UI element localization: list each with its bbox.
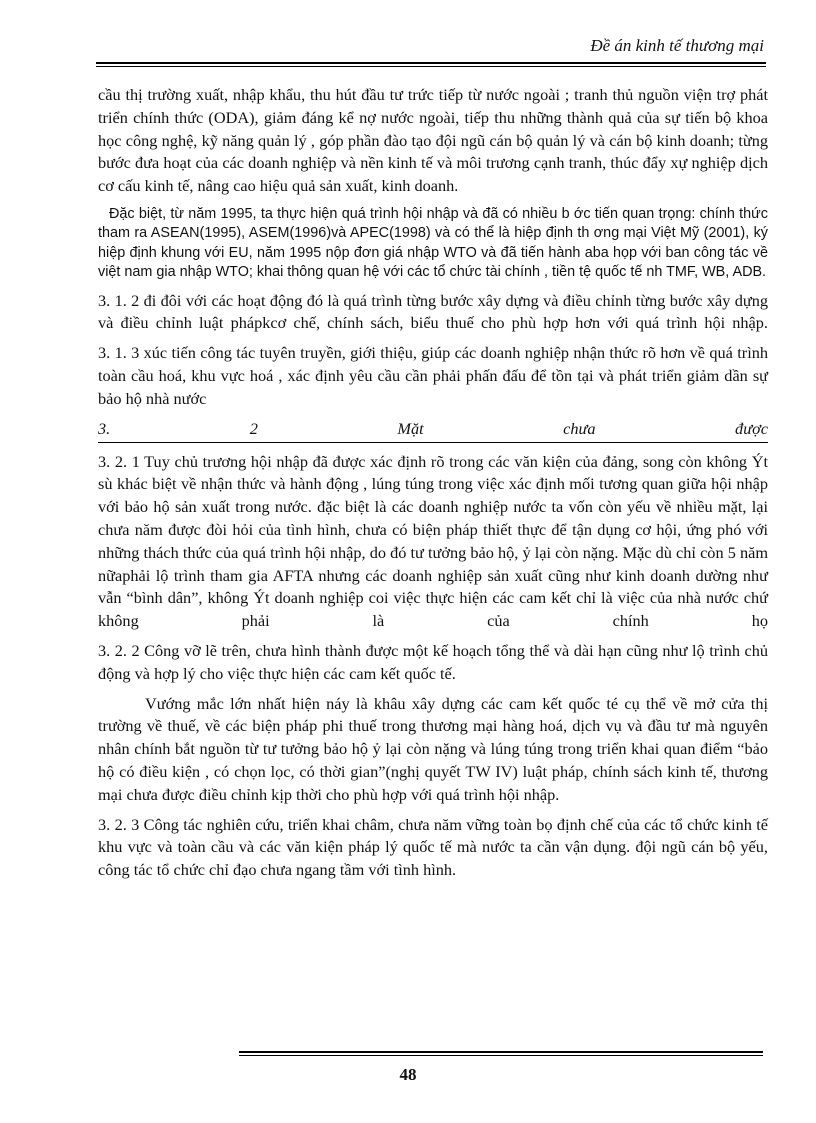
paragraph-3-2-3: 3. 2. 3 Công tác nghiên cứu, triển khai châm, chưa năm vững toàn bọ định chế của các tổ chức kinh tế khu vực và toàn cầu và các văn kiện pháp lý quốc tế mà nước ta cần vận dụng. đội ngũ cán bộ yếu, công tác tổ chức chỉ đạo chưa ngang tầm với tình hình. bbox=[98, 814, 768, 880]
paragraph-3-1-2: 3. 1. 2 đi đôi với các hoạt động đó là quá trình từng bước xây dựng và điều chỉnh từng bước xây dựng và điều chỉnh luật phápkcơ chế, chính sách, biểu thuế cho phù hợp hơn với quá trình hội nhập. bbox=[98, 290, 768, 333]
section-heading-3-2: 3. 2 Mặt chưa được bbox=[98, 418, 768, 443]
paragraph-intro-continuation: cầu thị trường xuất, nhập khẩu, thu hút đầu tư trức tiếp từ nước ngoài ; tranh thủ nguồn viện trợ phát triển chính thức (ODA), giảm đáng kể nợ nước ngoài, tiếp thu những thành quả của sự tiến bộ khoa học công nghệ, kỹ năng quản lý , góp phần đào tạo đội ngũ cán bộ quản lý và cán bộ kinh doanh; từng bước đưa hoạt của các doanh nghiệp và nền kinh tế và môi trương cạnh tranh, thúc đẩy xự nghiệp dịch cơ cấu kinh tế, nâng cao hiệu quả sản xuất, kinh doanh. bbox=[98, 85, 768, 196]
page-body bbox=[98, 84, 768, 889]
footer-divider bbox=[239, 1051, 763, 1056]
header-divider bbox=[96, 62, 766, 67]
paragraph-main-obstacle: Vướng mắc lớn nhất hiện náy là khâu xây dựng các cam kết quốc té cụ thể về mở cửa thị trường về thuế, về các biện pháp phi thuế trong thương mại hàng hoá, dịch vụ và đầu tư mà nguyên nhân chính bắt nguồn từ tư tưởng bảo hộ ỷ lại còn nặng và lúng túng trong triển khai quan điểm “bảo hộ có điều kiện , có chọn lọc, có thời gian”(nghị quyết TW IV) luật pháp, chính sách kinh tế, thương mại chưa được điều chỉnh kịp thời cho phù hợp với quá trình hội nhập. bbox=[98, 693, 768, 804]
paragraph-integration-milestones: Đặc biệt, từ năm 1995, ta thực hiện quá trình hội nhập và đã có nhiều b ớc tiến quan trọng: chính thức tham ra ASEAN(1995), ASEM(1996)và APEC(1998) và có thể là hiệp định th ơng mại Việt Mỹ (2001), ký hiệp định khung với EU, năm 1995 nộp đơn giá nhập WTO và đã tiến hành aba họp với ban công tác về việt nam gia nhập WTO; khai thông quan hệ với các tổ chức tài chính , tiền tệ quốc tế nh TMF, WB, ADB. bbox=[98, 205, 768, 281]
document-header-title: Đề án kinh tế thương mại bbox=[590, 36, 764, 55]
paragraph-3-2-2: 3. 2. 2 Công vỡ lẽ trên, chưa hình thành được một kế hoạch tổng thể và dài hạn cũng như lộ trình chủ động và hợp lý cho việc thực hiện các cam kết quốc tế. bbox=[98, 640, 768, 683]
paragraph-3-2-1: 3. 2. 1 Tuy chủ trương hội nhập đã được xác định rõ trong các văn kiện của đảng, song còn không Ýt sù khác biệt về nhận thức và hành động , lúng túng trong việc xác định mối tương quan giữa hội nhập với bảo hộ sản xuất trong nước. đặc biệt là các doanh nghiệp nước ta vốn còn yếu về nhiều mặt, lại chưa năm được đòi hỏi của tình hình, chưa có biện pháp thiết thực để tận dụng cơ hội, ứng phó với những thách thức của quá trình hội nhập, do đó tư tưởng bảo hộ, ỷ lại còn nặng. Mặc dù chỉ còn 5 năm nữaphải lộ trình tham gia AFTA nhưng các doanh nghiệp sản xuất cũng như kinh doanh dường như vẫn “bình dân”, không Ýt doanh nghiệp coi việc thực hiện các cam kết chỉ là việc của nhà nước chứ không phải là của chính họ bbox=[98, 451, 768, 631]
paragraph-3-1-3: 3. 1. 3 xúc tiến công tác tuyên truyền, giới thiệu, giúp các doanh nghiệp nhận thức rõ hơn về quá trình toàn cầu hoá, khu vực hoá , xác định yêu cầu cần phải phấn đấu để tồn tại và phát triển giảm dần sự bảo hộ nhà nước bbox=[98, 343, 768, 408]
page-number: 48 bbox=[399, 1065, 417, 1084]
